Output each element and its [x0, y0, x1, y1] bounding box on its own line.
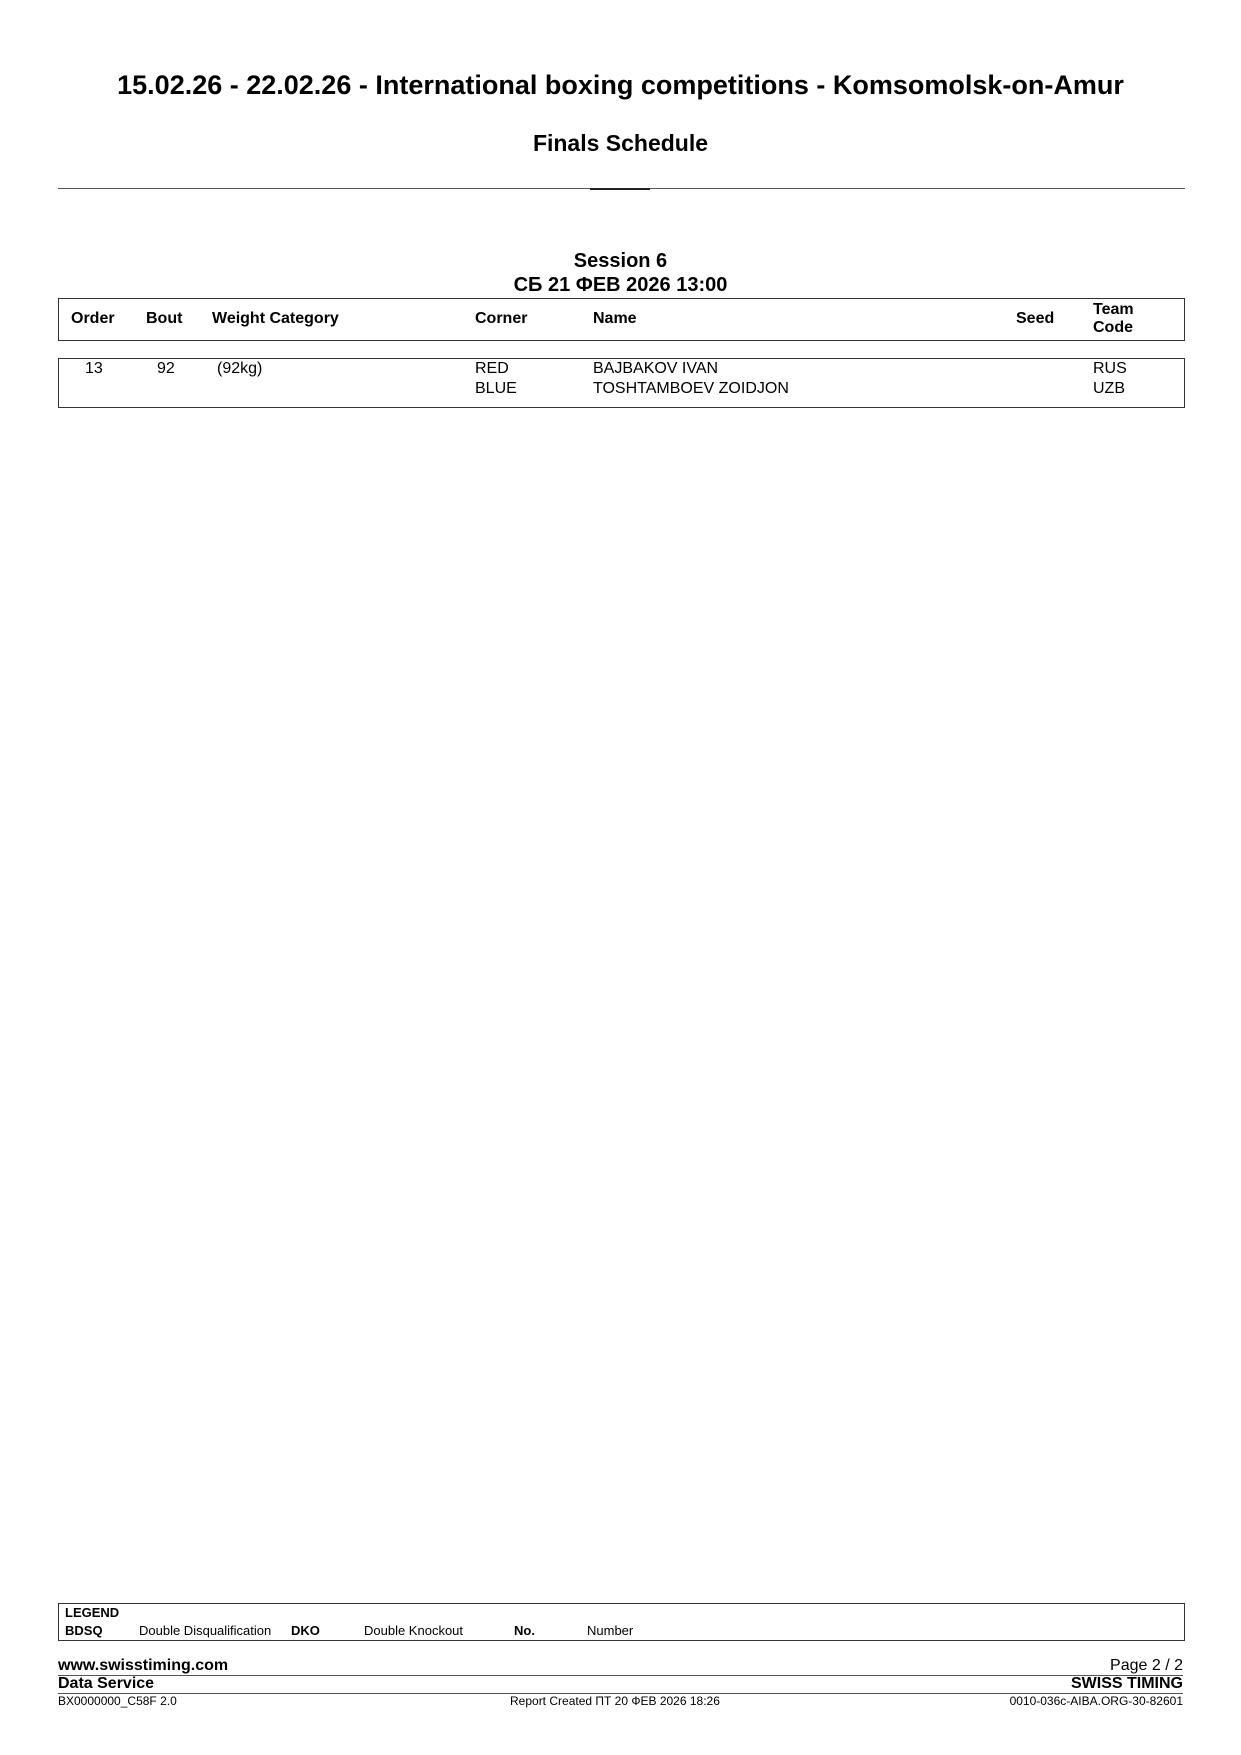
col-team-line2: Code: [1093, 319, 1133, 336]
col-corner: Corner: [475, 310, 528, 327]
footer-brand: SWISS TIMING: [1071, 1675, 1183, 1692]
session-datetime: СБ 21 ФЕВ 2026 13:00: [513, 274, 728, 296]
legend-code: DKO: [291, 1623, 320, 1638]
session-name: Session 6: [573, 250, 668, 272]
cell-weight: (92kg): [217, 360, 263, 377]
footer-data-service: Data Service: [58, 1675, 155, 1692]
cell-corner-blue: BLUE: [475, 380, 517, 397]
cell-order: 13: [85, 360, 103, 377]
footer-divider: [58, 1675, 1183, 1676]
legend-desc: Double Disqualification: [139, 1623, 272, 1638]
document-title: 15.02.26 - 22.02.26 - International boxing competitions - Komsomolsk-on-Amur: [117, 70, 1124, 100]
col-order: Order: [71, 310, 115, 327]
page-number: Page 2 / 2: [1110, 1657, 1183, 1674]
footer-url[interactable]: www.swisstiming.com: [58, 1657, 229, 1674]
cell-name-red: BAJBAKOV IVAN: [593, 360, 719, 377]
legend-desc: Double Knockout: [364, 1623, 464, 1638]
footer-report-id: 0010-036c-AIBA.ORG-30-82601: [1009, 1694, 1183, 1708]
cell-team-blue: UZB: [1093, 380, 1125, 397]
col-bout: Bout: [146, 310, 183, 327]
table-header: [58, 298, 1185, 341]
legend-code: BDSQ: [65, 1623, 103, 1638]
col-seed: Seed: [1016, 310, 1055, 327]
document-subtitle: Finals Schedule: [532, 130, 709, 156]
table-row: [58, 358, 1185, 408]
legend-desc: Number: [587, 1623, 634, 1638]
footer-report-created: Report Created ПТ 20 ФЕВ 2026 18:26: [510, 1694, 720, 1708]
col-team-line1: Team: [1093, 301, 1134, 318]
cell-name-blue: TOSHTAMBOEV ZOIDJON: [593, 380, 789, 397]
header-divider-mark: [590, 188, 650, 190]
col-name: Name: [593, 310, 637, 327]
cell-bout: 92: [157, 360, 175, 377]
legend-code: No.: [514, 1623, 535, 1638]
legend-title: LEGEND: [65, 1605, 120, 1620]
cell-team-red: RUS: [1093, 360, 1127, 377]
col-weight-category: Weight Category: [212, 310, 339, 327]
footer-doc-code: BX0000000_C58F 2.0: [58, 1694, 177, 1708]
legend-box: [58, 1603, 1185, 1641]
cell-corner-red: RED: [475, 360, 509, 377]
